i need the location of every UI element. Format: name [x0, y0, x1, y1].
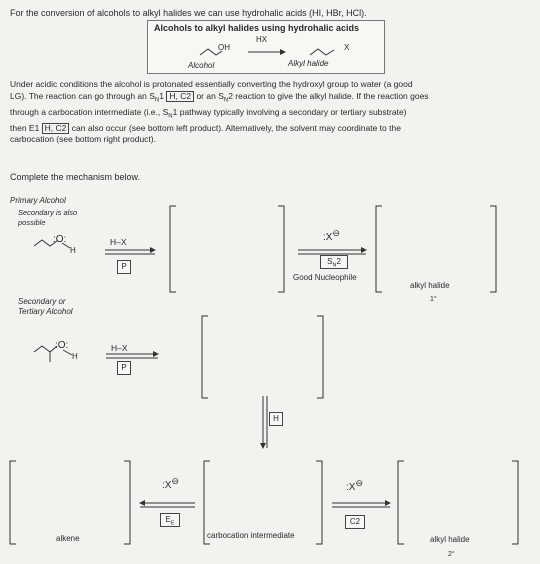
product-skeleton [310, 49, 334, 55]
secondary-alcohol-skeleton [34, 346, 57, 352]
primary-alcohol-skeleton [34, 240, 57, 246]
bracket-alkene-left [10, 461, 16, 544]
sn2-product-label: alkyl halide [410, 281, 450, 290]
bracket-middle-right [317, 316, 323, 398]
para-line-1: Under acidic conditions the alcohol is protonated essentially converting the hydroxyl group to water (a good [10, 79, 413, 89]
reactant-skeleton [200, 49, 222, 55]
bracket-primary-left [170, 206, 176, 292]
secondary-reagent: H–X [111, 343, 128, 353]
secondary-label-1: Secondary or [18, 297, 66, 306]
reactant-oh: OH [218, 43, 230, 52]
sn2-arrow-box: $S_N2$ [320, 255, 348, 269]
bracket-bottomright-right [512, 461, 518, 544]
bracket-product-left [376, 206, 382, 292]
middle-arrow-box: H [269, 412, 283, 426]
para-line-5: carbocation (see bottom right product). [10, 134, 156, 145]
primary-arrow-box: P [117, 260, 131, 274]
reaction-box-title: Alcohols to alkyl halides using hydrohalic acids [154, 23, 360, 33]
bracket-carbocation-right [316, 461, 322, 544]
alkene-label: alkene [56, 534, 80, 543]
bracket-bottomright-left [398, 461, 404, 544]
primary-oh-bond [62, 243, 70, 248]
primary-alcohol-label: Primary Alcohol [10, 196, 66, 205]
e1-mark-box: H, C2 [42, 123, 70, 134]
instruction-text: Complete the mechanism below. [10, 172, 141, 182]
para-line-4: then E1 H, C2 can also occur (see bottom left product). Alternatively, the solvent may coordinate to the [10, 122, 401, 133]
secondary-arrow-box: P [117, 361, 131, 375]
intro-text: For the conversion of alcohols to alkyl halides we can use hydrohalic acids (HI, HBr, HCl). [10, 8, 367, 18]
secondary-oh-bond [63, 350, 72, 355]
carbocation-label: carbocation intermediate [207, 531, 295, 540]
para-line-3: through a carbocation intermediate (i.e., $S_N1$ pathway typically involving a secondary or tertiary substrate) [10, 106, 407, 120]
bottom-degree: 2° [448, 551, 455, 558]
secondary-label-2: Tertiary Alcohol [18, 307, 73, 316]
secondary-note-2: possible [18, 218, 46, 227]
primary-oxygen: :O: [53, 234, 67, 245]
secondary-hydrogen: H [72, 352, 78, 361]
primary-hydrogen: H [70, 246, 76, 255]
sn1-mark-box: H, C2 [166, 91, 194, 102]
bracket-alkene-right [124, 461, 130, 544]
sn2-degree: 1° [430, 296, 437, 303]
e1-nucleophile: :X⊖ [162, 476, 179, 491]
c2-arrow-box: C2 [345, 515, 365, 529]
e1-arrow-box: $E_E$ [160, 513, 180, 527]
sn2-nucleophile: :X⊖ [323, 228, 340, 243]
product-x: X [344, 43, 350, 52]
reactant-label: Alcohol [188, 61, 215, 70]
good-nucleophile-caption: Good Nucleophile [293, 273, 357, 282]
bracket-product-right [490, 206, 496, 292]
primary-reagent: H–X [110, 237, 127, 247]
secondary-oxygen: :O: [55, 340, 69, 351]
para-line-2: LG). The reaction can go through an $S_N1$ H, C2 or an $S_N2$ reaction to give the alkyl halide. If the reaction goes [10, 90, 429, 104]
reaction-reagent: HX [256, 35, 268, 44]
bracket-primary-right [278, 206, 284, 292]
secondary-note-1: Secondary is also [18, 208, 78, 217]
product-label: Alkyl halide [288, 59, 329, 68]
c2-nucleophile: :X⊖ [346, 478, 363, 493]
bracket-carbocation-left [204, 461, 210, 544]
bracket-middle-left [202, 316, 208, 398]
bottom-product-label: alkyl halide [430, 535, 470, 544]
